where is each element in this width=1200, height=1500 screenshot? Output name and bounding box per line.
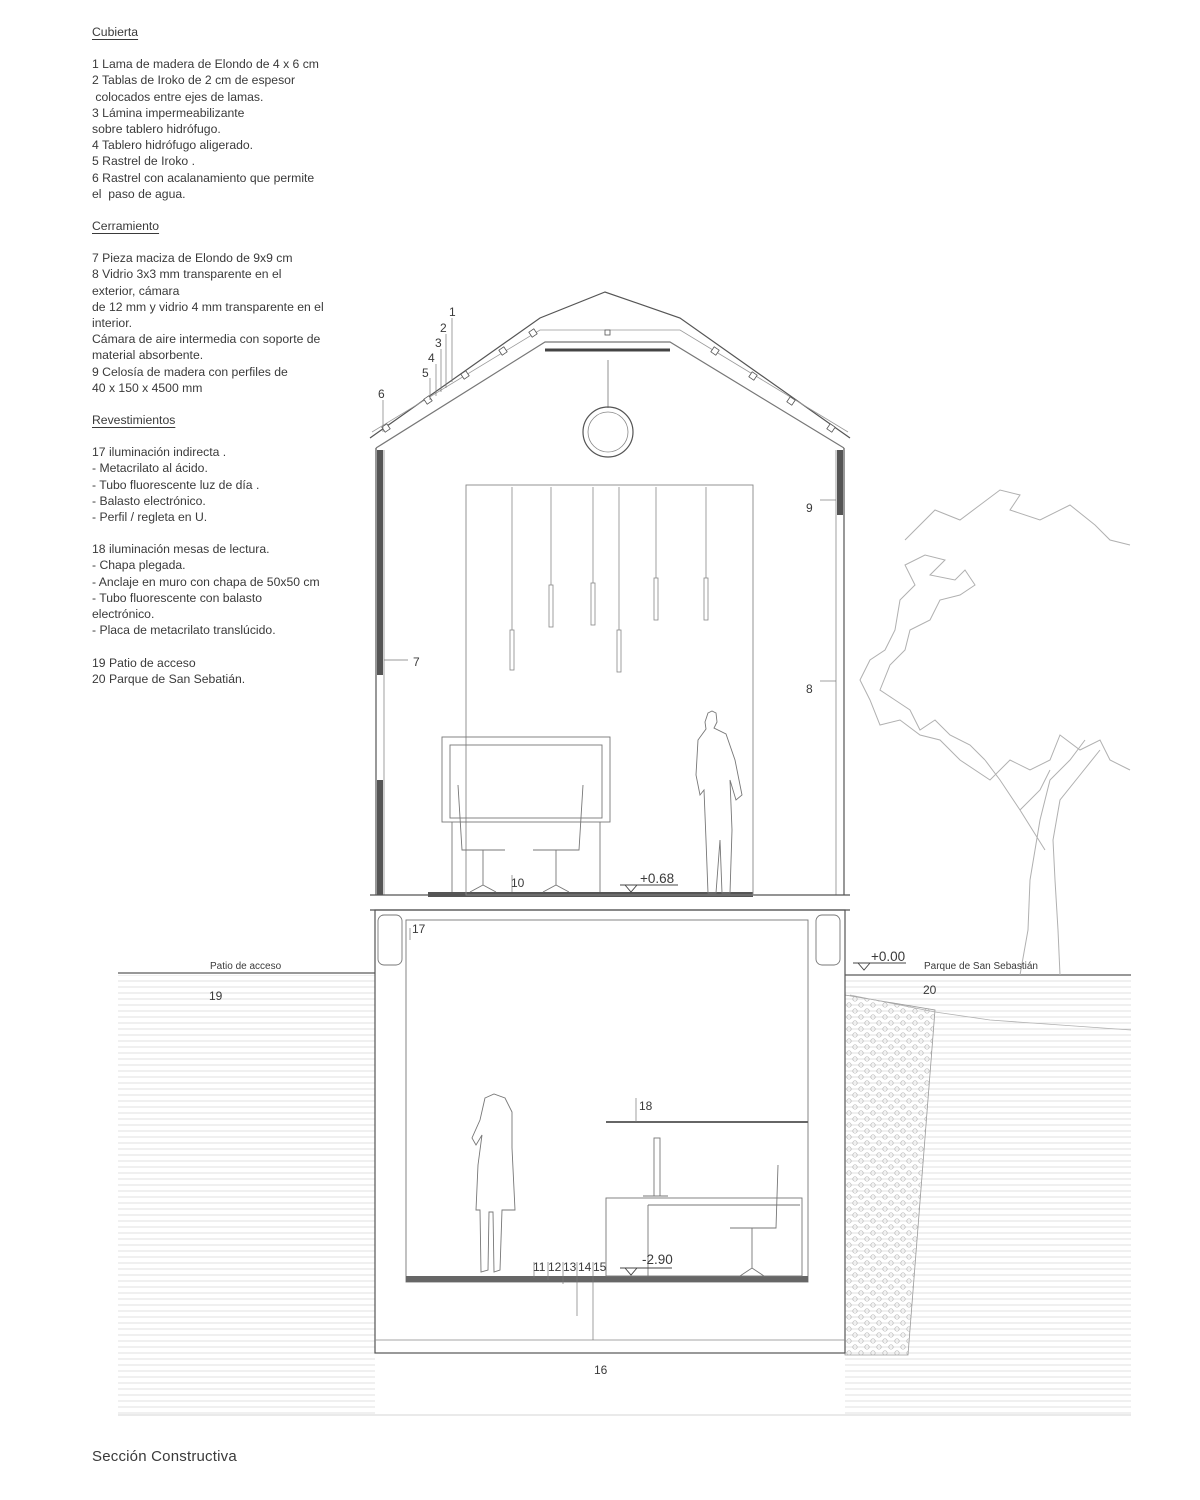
legend-item: 40 x 150 x 4500 mm — [92, 380, 203, 395]
legend-item: 7 Pieza maciza de Elondo de 9x9 cm — [92, 251, 293, 266]
callout-7: 7 — [413, 655, 420, 669]
ring-lamp-inner — [588, 412, 628, 452]
basement-outer-wall — [375, 910, 845, 1353]
tree — [860, 490, 1130, 975]
legend-item: 6 Rastrel con acalanamiento que permite — [92, 170, 315, 185]
legend-item: 17 iluminación indirecta . — [92, 445, 227, 460]
callout-5: 5 — [422, 366, 429, 380]
light-cove-left — [378, 915, 402, 965]
callout-9: 9 — [806, 501, 813, 515]
roof-outer — [370, 292, 850, 438]
reading-desk-upper — [442, 737, 610, 892]
chair-lower — [730, 1165, 778, 1276]
legend-item: 19 Patio de acceso — [92, 655, 196, 670]
legend-cerramiento-title: Cerramiento — [92, 219, 160, 234]
legend-item: - Chapa plegada. — [92, 558, 186, 573]
callout-4: 4 — [428, 351, 435, 365]
roof-details — [382, 329, 835, 432]
legend-item: interior. — [92, 316, 132, 331]
callout-3: 3 — [435, 336, 442, 350]
timber-piece-left-low — [377, 780, 383, 895]
basement-floor — [406, 1276, 808, 1282]
upper-pavilion — [370, 292, 850, 910]
legend-item: 1 Lama de madera de Elondo de 4 x 6 cm — [92, 57, 319, 72]
legend-item: 20 Parque de San Sebatián. — [92, 671, 246, 686]
park-label: Parque de San Sebastián — [924, 961, 1038, 972]
callout-8: 8 — [806, 682, 813, 696]
lattice-right — [837, 450, 843, 515]
light-cove-right — [816, 915, 840, 965]
callout-6: 6 — [378, 387, 385, 401]
legend-item: el paso de agua. — [92, 186, 186, 201]
legend-item: electrónico. — [92, 607, 155, 622]
legend-item: - Anclaje en muro con chapa de 50x50 cm — [92, 574, 320, 589]
level-ground: +0.00 — [871, 949, 906, 964]
patio-label: Patio de acceso — [210, 961, 282, 972]
legend-item: material absorbente. — [92, 348, 204, 363]
shelving-panel — [466, 485, 753, 895]
callout-17: 17 — [412, 922, 426, 936]
roof-layer — [372, 330, 848, 432]
legend-item: 9 Celosía de madera con perfiles de — [92, 364, 288, 379]
legend-item: de 12 mm y vidrio 4 mm transparente en el — [92, 299, 324, 314]
legend-cubierta-title: Cubierta — [92, 25, 139, 39]
legend-item: - Perfil / regleta en U. — [92, 510, 208, 525]
legend-revestimientos-title: Revestimientos — [92, 413, 176, 428]
person-upper — [696, 711, 742, 893]
reading-desk-lower — [606, 1138, 802, 1276]
callout-leaders — [383, 318, 836, 1340]
tree-trunk — [985, 740, 1100, 975]
callout-12: 12 — [548, 1260, 562, 1274]
callout-10: 10 — [511, 876, 525, 890]
drawing-caption: Sección Constructiva — [92, 1448, 237, 1465]
legend-item: - Tubo fluorescente con balasto — [92, 590, 263, 605]
legend-item: colocados entre ejes de lamas. — [92, 89, 264, 104]
legend-item: Cámara de aire intermedia con soporte de — [92, 332, 321, 347]
raised-floor — [428, 892, 753, 897]
callout-18: 18 — [639, 1099, 653, 1113]
callout-15: 15 — [593, 1260, 607, 1274]
legend-item: 5 Rastrel de Iroko . — [92, 154, 195, 169]
legend-item: 3 Lámina impermeabilizante — [92, 105, 245, 120]
callout-2: 2 — [440, 321, 447, 335]
ring-lamp-outer — [583, 407, 633, 457]
tree-canopy — [860, 490, 1130, 780]
legend-item: 18 iluminación mesas de lectura. — [92, 542, 270, 557]
soil-left-hatch — [118, 975, 375, 1415]
soil — [118, 973, 1131, 1415]
callout-11: 11 — [533, 1260, 546, 1274]
legend-item: exterior, cámara — [92, 283, 180, 298]
legend-item: 8 Vidrio 3x3 mm transparente en el — [92, 267, 282, 282]
callout-13: 13 — [563, 1260, 577, 1274]
callout-20: 20 — [923, 983, 937, 997]
legend-item: sobre tablero hidrófugo. — [92, 122, 221, 137]
legend-item: - Balasto electrónico. — [92, 493, 206, 508]
callout-1: 1 — [449, 305, 456, 319]
callout-16: 16 — [594, 1363, 608, 1377]
legend-item: 2 Tablas de Iroko de 2 cm de espesor — [92, 73, 296, 88]
pendant-lights — [510, 487, 708, 672]
basement — [375, 910, 845, 1353]
level-lower: -2.90 — [642, 1252, 673, 1267]
legend-item: - Placa de metacrilato translúcido. — [92, 623, 276, 638]
legend-item: - Metacrilato al ácido. — [92, 461, 208, 476]
legend-item: 4 Tablero hidrófugo aligerado. — [92, 138, 254, 153]
person-lower — [472, 1094, 515, 1272]
timber-piece-left — [377, 450, 383, 675]
callout-14: 14 — [578, 1260, 592, 1274]
callout-19: 19 — [209, 989, 223, 1003]
legend-item: - Tubo fluorescente luz de día . — [92, 477, 260, 492]
level-upper: +0.68 — [640, 871, 675, 886]
